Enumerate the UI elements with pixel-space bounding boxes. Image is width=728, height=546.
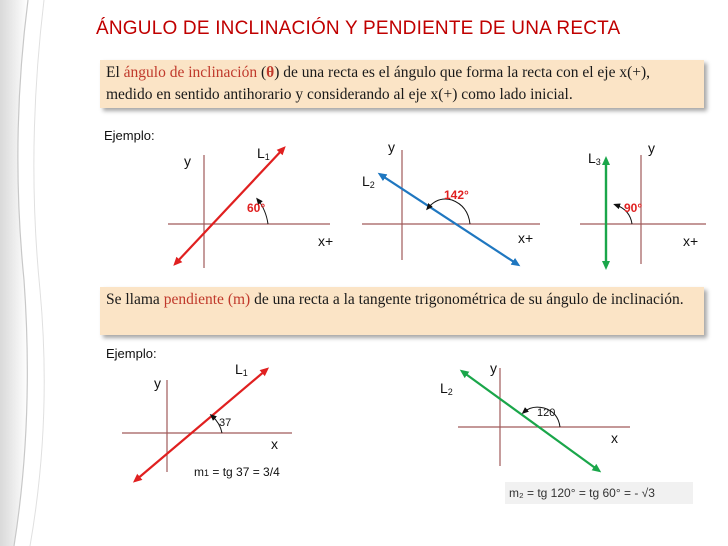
- line-label: L2: [440, 380, 453, 397]
- y-label: y: [154, 375, 161, 391]
- x-label: x: [271, 436, 278, 452]
- def1-prefix: El: [106, 64, 124, 81]
- angle-label: 142°: [444, 188, 469, 202]
- example2-label: Ejemplo:: [106, 346, 157, 361]
- line-label: L1: [257, 145, 270, 162]
- figure-L3-angle: [580, 140, 706, 266]
- angle-label: 120: [537, 407, 556, 419]
- def1-theta: θ: [266, 64, 275, 81]
- y-label: y: [490, 360, 497, 376]
- x-label: x+: [683, 233, 699, 249]
- angle-label: 37: [219, 417, 232, 429]
- figure-L2-slope: [440, 360, 630, 470]
- figure-L1-angle: [168, 145, 333, 268]
- def1-theta-open: (: [257, 64, 267, 81]
- x-label: x+: [318, 233, 334, 249]
- def1-rest: de una recta es el ángulo que forma la recta con el eje x(+), medido en sentido antihorario y considerando al eje x(+) como lado inicial.: [106, 64, 651, 103]
- angle-label: 90°: [624, 201, 643, 215]
- def1-theta-close: ): [274, 64, 280, 81]
- figure-L2-angle: [362, 139, 540, 264]
- line-label: L2: [362, 173, 375, 190]
- y-label: y: [648, 140, 655, 156]
- line-label: L1: [235, 361, 248, 378]
- definition-box-slope: [100, 287, 704, 335]
- example1-label: Ejemplo:: [104, 128, 155, 143]
- slope-formula-2: m₂ = tg 120° = tg 60° = - √3: [505, 482, 693, 504]
- slope-formula-1: m1 = tg 37 = 3/4: [194, 465, 280, 479]
- def2-term: pendiente (m): [163, 291, 251, 308]
- figure-L1-slope: [122, 361, 292, 480]
- def2-prefix: Se llama: [106, 291, 164, 308]
- line-L2: [463, 372, 598, 470]
- def2-rest: de una recta a la tangente trigonométrica de su ángulo de inclinación.: [250, 291, 684, 308]
- x-label: x: [611, 430, 618, 446]
- y-label: y: [184, 153, 191, 169]
- angle-label: 60°: [247, 201, 266, 215]
- line-L1: [176, 149, 283, 263]
- x-label: x+: [518, 230, 534, 246]
- y-label: y: [388, 139, 395, 155]
- def1-term: ángulo de inclinación: [123, 64, 258, 81]
- page-title: ÁNGULO DE INCLINACIÓN Y PENDIENTE DE UNA RECTA: [96, 18, 621, 39]
- line-label: L3: [588, 150, 601, 167]
